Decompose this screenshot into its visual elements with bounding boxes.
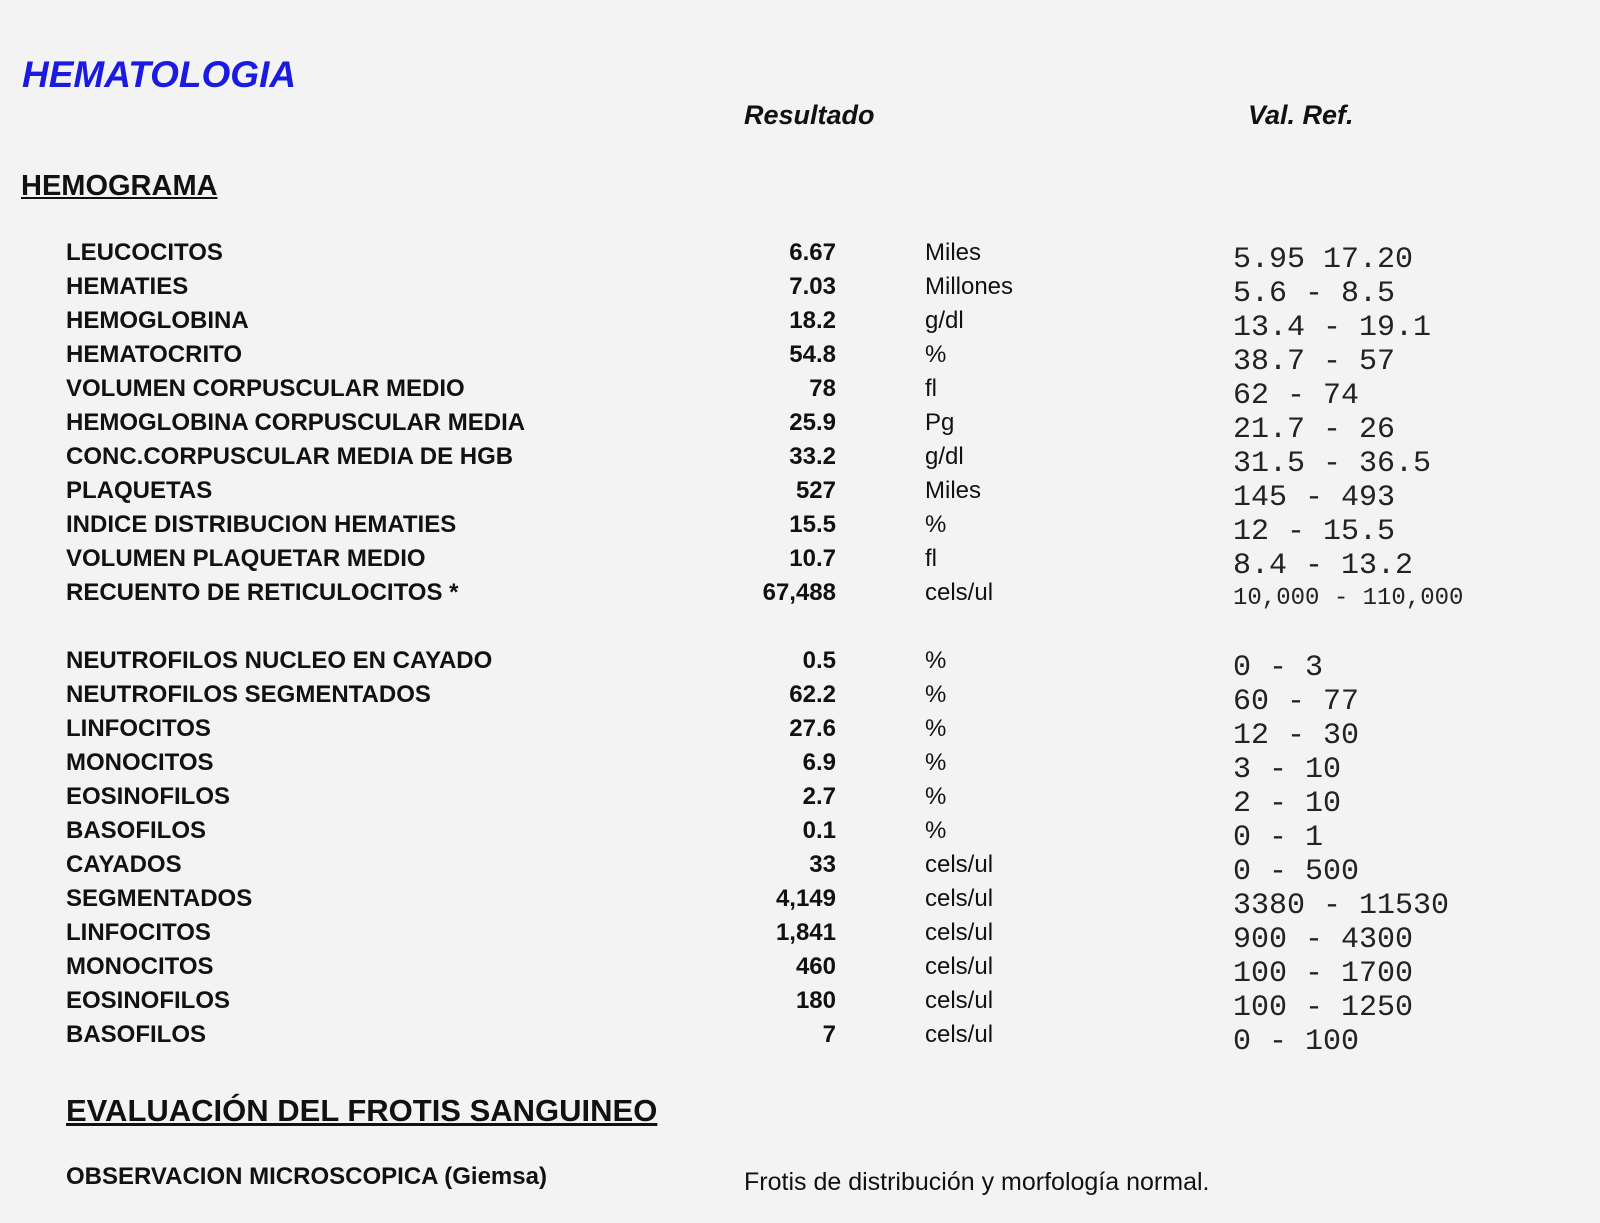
row-reference-range: 0 - 100 [1233,1025,1360,1059]
table-row [0,372,1600,413]
row-reference-range: 100 - 1700 [1233,957,1414,991]
row-unit: % [925,817,947,844]
row-label: NEUTROFILOS NUCLEO EN CAYADO [66,647,493,674]
row-value: 27.6 [789,715,836,742]
table-row [0,236,1600,277]
row-label: CONC.CORPUSCULAR MEDIA DE HGB [66,443,514,470]
row-value: 6.9 [802,749,836,776]
row-label: EOSINOFILOS [66,987,231,1014]
row-reference-range: 21.7 - 26 [1233,413,1396,447]
row-value: 62.2 [789,681,836,708]
row-label: HEMATIES [66,273,189,300]
row-unit: cels/ul [925,987,994,1014]
row-label: RECUENTO DE RETICULOCITOS * [66,579,459,606]
row-unit: % [925,681,947,708]
row-unit: % [925,749,947,776]
table-row [0,678,1600,719]
row-label: BASOFILOS [66,1021,207,1048]
table-row [0,338,1600,379]
row-reference-range: 8.4 - 13.2 [1233,549,1414,583]
observation-label: OBSERVACION MICROSCOPICA (Giemsa) [66,1163,547,1190]
row-value: 78 [809,375,836,402]
hemograma-title: HEMOGRAMA [21,170,218,202]
observation-value: Frotis de distribución y morfología normal. [744,1168,1210,1196]
row-unit: cels/ul [925,919,994,946]
row-value: 10.7 [789,545,836,572]
row-value: 7.03 [789,273,836,300]
row-unit: g/dl [925,307,964,334]
row-label: LINFOCITOS [66,919,211,946]
row-value: 0.1 [802,817,836,844]
row-value: 33 [809,851,836,878]
row-unit: g/dl [925,443,964,470]
row-label: HEMOGLOBINA [66,307,249,334]
row-label: SEGMENTADOS [66,885,253,912]
row-unit: cels/ul [925,1021,994,1048]
row-unit: % [925,511,947,538]
row-reference-range: 0 - 3 [1233,651,1324,685]
section-title: HEMATOLOGIA [22,54,297,95]
row-label: MONOCITOS [66,749,214,776]
row-unit: fl [925,375,937,402]
row-reference-range: 38.7 - 57 [1233,345,1396,379]
column-header-reference: Val. Ref. [1248,100,1354,130]
table-row [0,746,1600,787]
frotis-title: EVALUACIÓN DEL FROTIS SANGUINEO [66,1093,658,1128]
row-value: 180 [795,987,836,1014]
row-reference-range: 5.6 - 8.5 [1233,277,1396,311]
row-label: BASOFILOS [66,817,207,844]
row-label: PLAQUETAS [66,477,213,504]
row-label: CAYADOS [66,851,182,878]
row-unit: % [925,341,947,368]
row-label: VOLUMEN CORPUSCULAR MEDIO [66,375,465,402]
row-value: 18.2 [789,307,836,334]
row-value: 6.67 [789,239,836,266]
table-row [0,916,1600,957]
row-label: HEMOGLOBINA CORPUSCULAR MEDIA [66,409,526,436]
table-row [0,984,1600,1025]
row-value: 4,149 [775,885,836,912]
row-reference-range: 12 - 15.5 [1233,515,1396,549]
row-unit: cels/ul [925,851,994,878]
row-reference-range: 3 - 10 [1233,753,1342,787]
table-row [0,474,1600,515]
table-row [0,304,1600,345]
row-unit: cels/ul [925,885,994,912]
table-row [0,644,1600,685]
row-reference-range: 13.4 - 19.1 [1233,311,1432,345]
row-unit: Miles [925,239,982,266]
row-value: 1,841 [775,919,836,946]
row-reference-range: 10,000 - 110,000 [1233,585,1464,612]
row-reference-range: 2 - 10 [1233,787,1342,821]
row-label: LEUCOCITOS [66,239,223,266]
row-unit: % [925,647,947,674]
table-row [0,542,1600,583]
table-row [0,440,1600,481]
row-unit: % [925,715,947,742]
row-label: VOLUMEN PLAQUETAR MEDIO [66,545,426,572]
row-value: 0.5 [802,647,836,674]
row-label: LINFOCITOS [66,715,211,742]
row-unit: % [925,783,947,810]
table-row [0,576,1600,610]
row-label: NEUTROFILOS SEGMENTADOS [66,681,431,708]
row-unit: cels/ul [925,953,994,980]
row-reference-range: 100 - 1250 [1233,991,1414,1025]
row-reference-range: 0 - 500 [1233,855,1360,889]
row-value: 15.5 [789,511,836,538]
table-row [0,270,1600,311]
row-reference-range: 62 - 74 [1233,379,1360,413]
row-unit: cels/ul [925,579,994,606]
table-row [0,780,1600,821]
row-value: 33.2 [789,443,836,470]
row-label: MONOCITOS [66,953,214,980]
table-row [0,882,1600,923]
table-row [0,848,1600,889]
row-value: 67,488 [762,579,836,606]
row-label: INDICE DISTRIBUCION HEMATIES [66,511,457,538]
row-reference-range: 145 - 493 [1233,481,1396,515]
row-unit: fl [925,545,937,572]
hemograma-table [0,236,1600,1059]
table-row [0,950,1600,991]
table-row [0,406,1600,447]
row-value: 2.7 [802,783,836,810]
row-reference-range: 3380 - 11530 [1233,889,1450,923]
row-value: 460 [795,953,836,980]
table-row [0,712,1600,753]
row-reference-range: 900 - 4300 [1233,923,1414,957]
row-value: 7 [822,1021,836,1048]
row-label: HEMATOCRITO [66,341,243,368]
row-unit: Millones [925,273,1014,300]
column-header-result: Resultado [744,100,875,130]
row-value: 25.9 [789,409,836,436]
row-value: 54.8 [789,341,836,368]
row-reference-range: 0 - 1 [1233,821,1324,855]
row-value: 527 [795,477,836,504]
row-reference-range: 31.5 - 36.5 [1233,447,1432,481]
row-reference-range: 5.95 17.20 [1233,243,1414,277]
row-unit: Pg [925,409,955,436]
row-reference-range: 60 - 77 [1233,685,1360,719]
table-row [0,814,1600,855]
row-unit: Miles [925,477,982,504]
row-label: EOSINOFILOS [66,783,231,810]
table-row [0,1018,1600,1059]
table-row [0,508,1600,549]
row-reference-range: 12 - 30 [1233,719,1360,753]
